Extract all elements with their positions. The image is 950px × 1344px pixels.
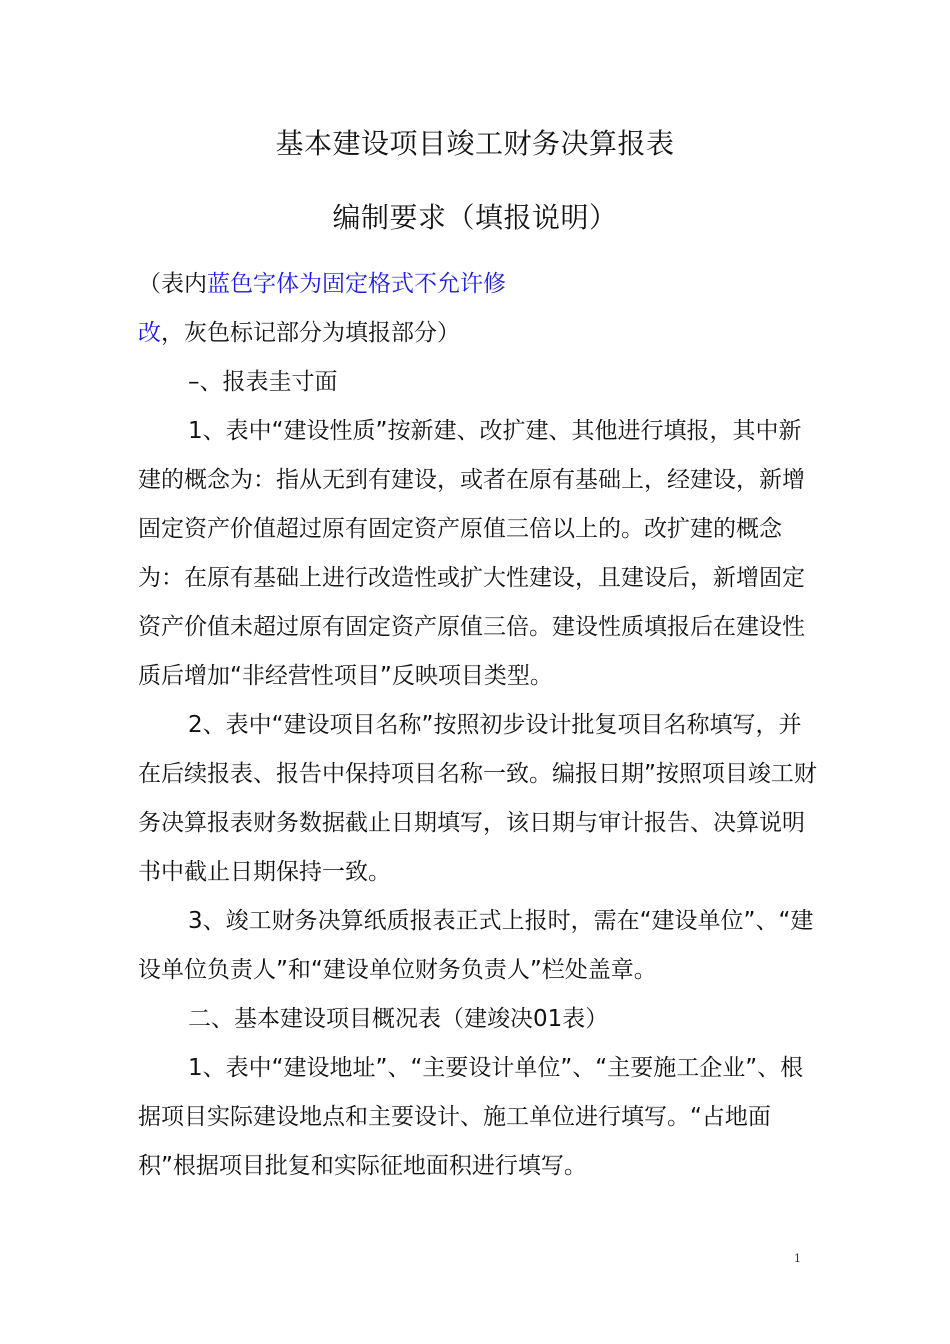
paragraph-construction-nature: 1、表中“建设性质”按新建、改扩建、其他进行填报，其中新建的概念为：指从无到有建设，或者在原有基础上，经建设，新增固定资产价值超过原有固定资产原值三倍以上的。改扩建的概念为：在原有基础上进行改造性或扩大性建设，且建设后，新增固定资产价值未超过原有固定资产原值三倍。建设性质填报后在建设性质后增加“非经营性项目”反映项目类型。: [138, 418, 805, 689]
note-open: （表内: [138, 271, 207, 297]
paragraph-address: 1、表中“建设地址”、“主要设计单位”、“主要施工企业”、根据项目实际建设地点和主要设计、施工单位进行填写。“占地面积”根据项目批复和实际征地面积进行填写。: [138, 1055, 804, 1179]
format-note: [138, 260, 818, 358]
page-number: 1: [794, 1252, 801, 1265]
paragraph-project-name: 2、表中“建设项目名称”按照初步设计批复项目名称填写，并在后续报表、报告中保持项目名称一致。编报日期”按照项目竣工财务决算报表财务数据截止日期填写，该日期与审计报告、决算说明书中截止日期保持一致。: [138, 712, 817, 885]
section-heading-overview: 二、基本建设项目概况表（建竣决01表）: [188, 1006, 609, 1032]
document-title: 基本建设项目竣工财务决算报表: [275, 127, 675, 160]
note-rest: ，灰色标记部分为填报部分）: [161, 320, 460, 346]
note-blue-text: 蓝色字体为固定格式不允许修改: [138, 271, 506, 346]
document-body: [138, 358, 818, 1191]
document-subtitle: 编制要求（填报说明）: [332, 201, 618, 234]
section-heading-cover: –、报表圭寸面: [188, 369, 338, 395]
paragraph-seal: 3、竣工财务决算纸质报表正式上报时，需在“建设单位”、“建设单位负责人”和“建设单位财务负责人”栏处盖章。: [138, 908, 814, 983]
